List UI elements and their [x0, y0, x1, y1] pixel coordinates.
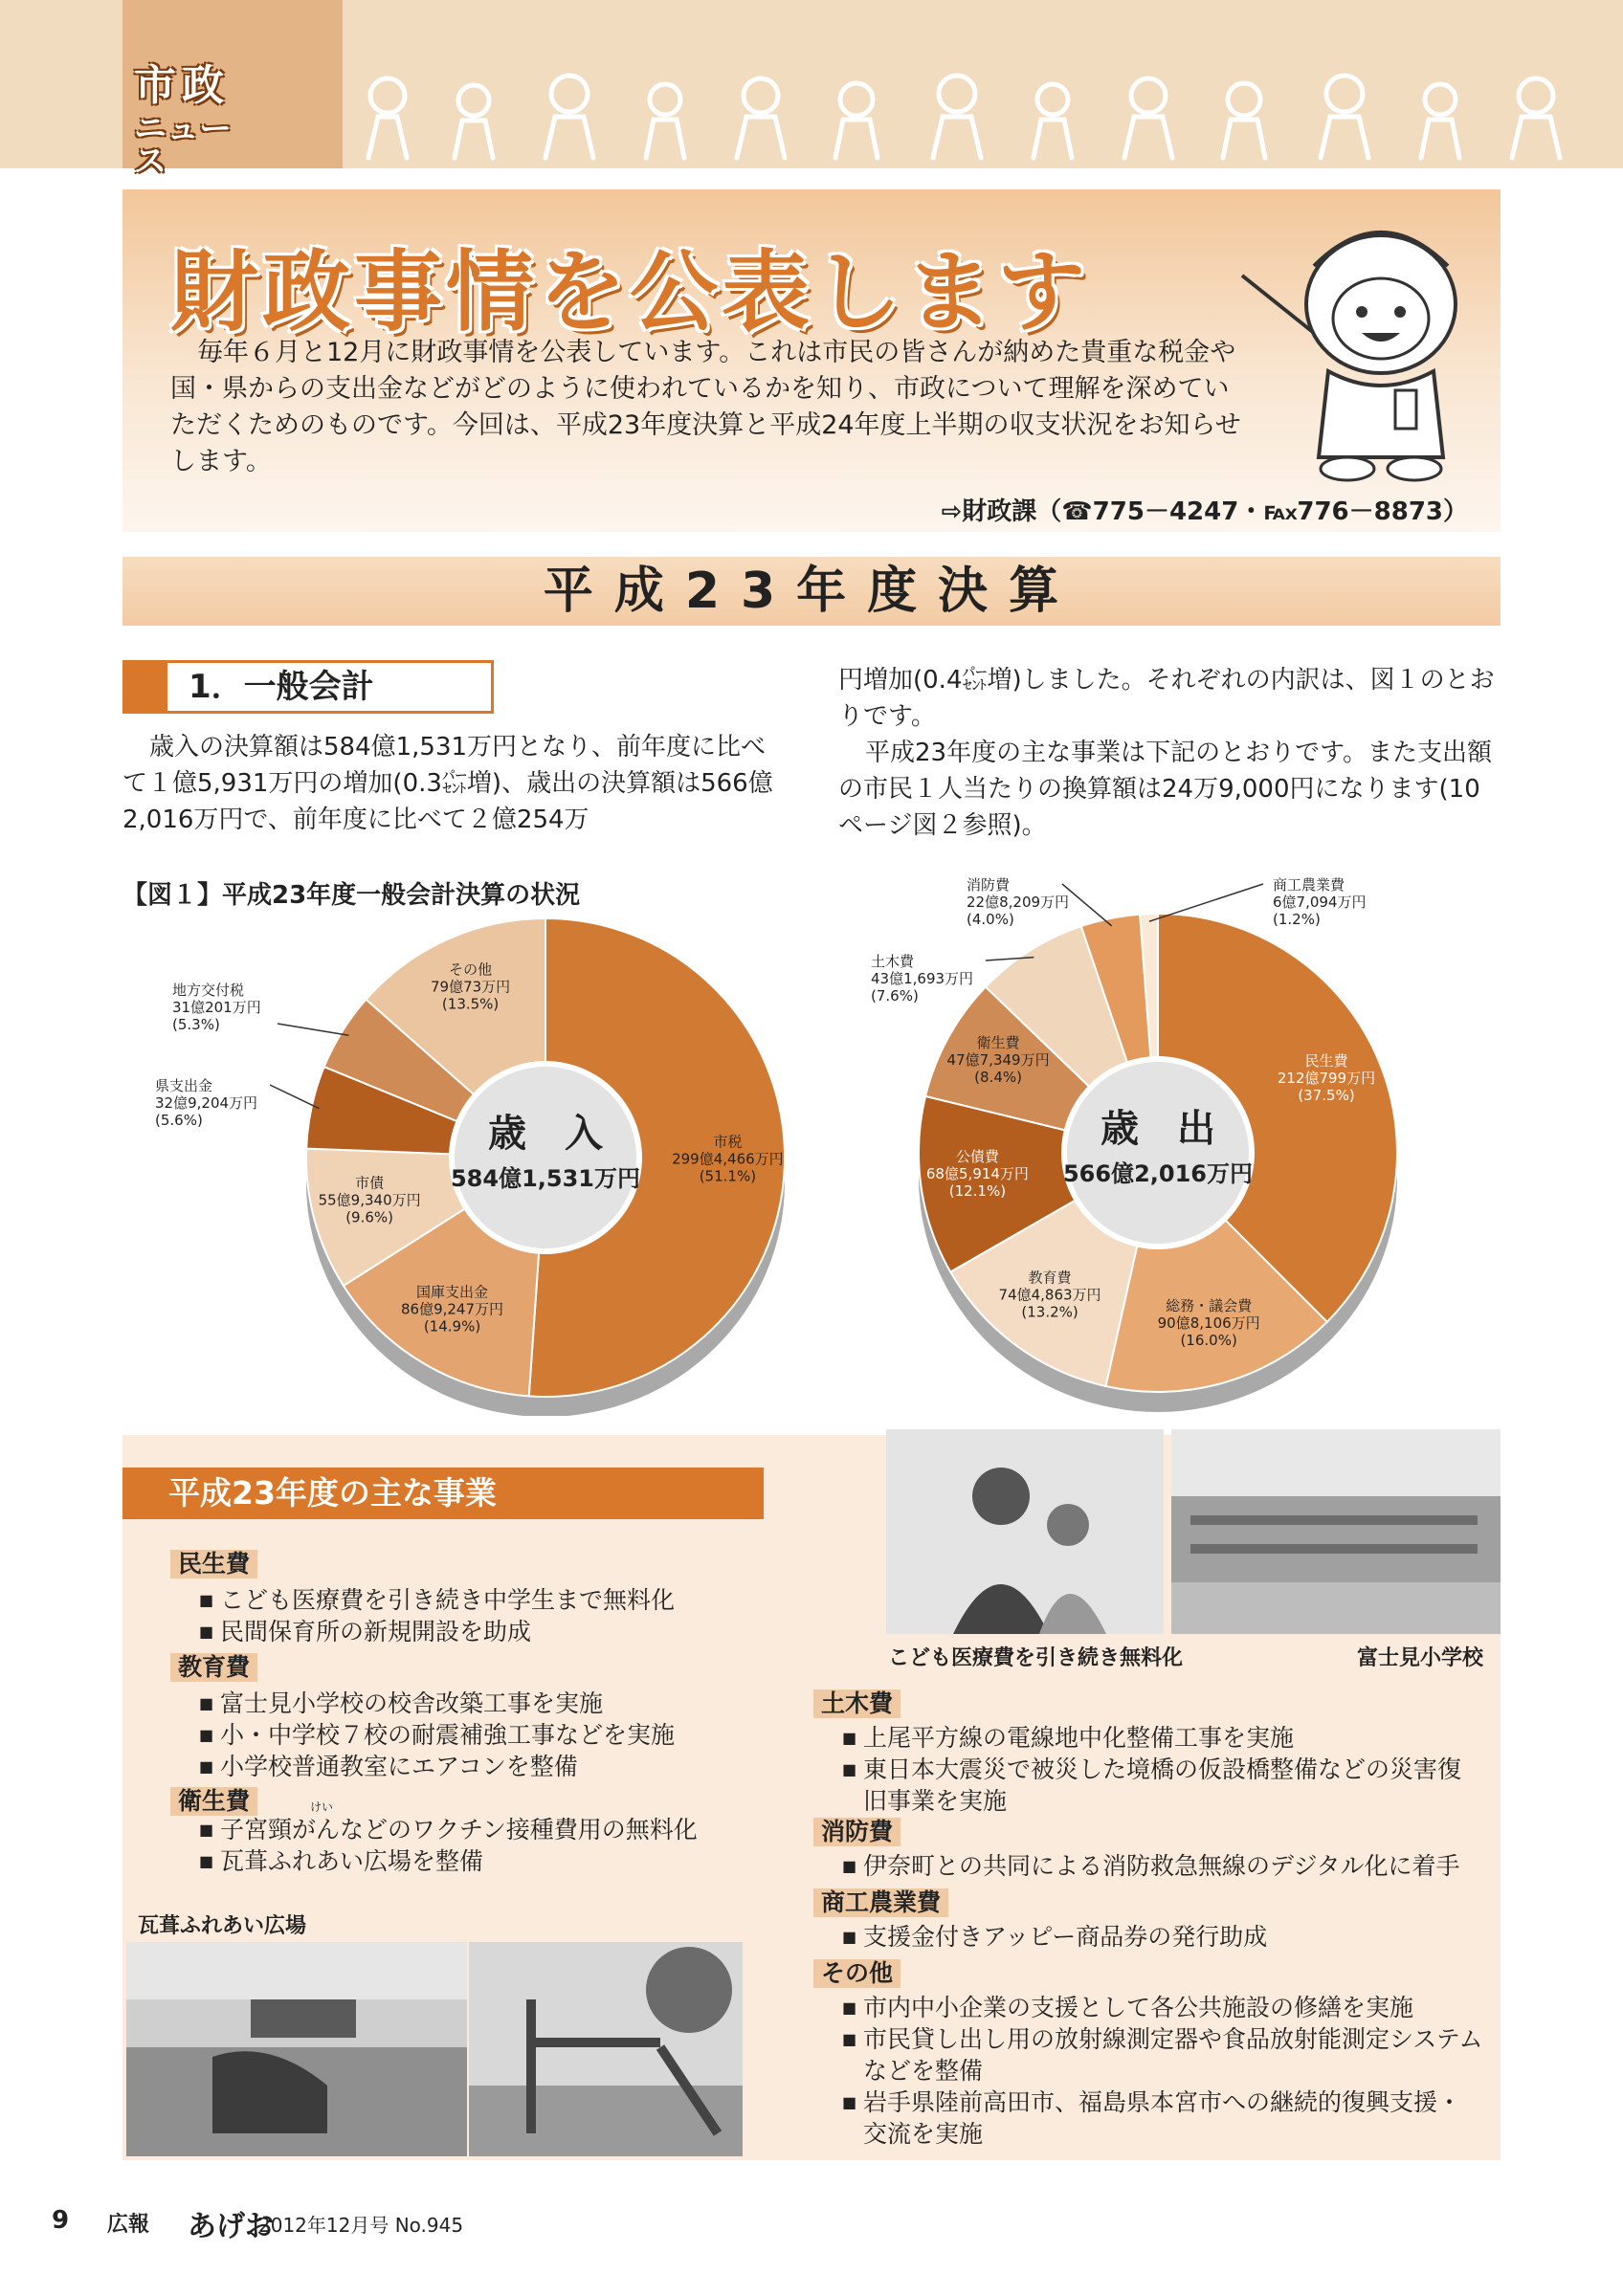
health-items [199, 1814, 773, 1877]
leader-line [278, 1024, 348, 1035]
slice-label: (12.1%) [948, 1181, 1007, 1200]
section-bar [122, 557, 1501, 626]
body-paragraph-right-1: 円増加(0.4㌫増)しました。それぞれの内訳は、図１のとおりです。 [838, 666, 1495, 731]
slice-label: 86億9,247万円 [400, 1300, 504, 1318]
list-item: ■ 支援金付きアッピー商品券の発行助成 [842, 1921, 1483, 1953]
slice-label: 68億5,914万円 [925, 1164, 1029, 1182]
list-item: ■ 富士見小学校の校舎改築工事を実施 [199, 1688, 773, 1719]
list-item: ■ 東日本大震災で被災した境橋の仮設橋整備などの災害復旧事業を実施 [842, 1754, 1483, 1817]
slice-label: 衛生費 [976, 1034, 1020, 1052]
leader-line [1062, 884, 1112, 926]
slice-label: (9.6%) [345, 1208, 394, 1226]
section-title: 平成23年度決算 [543, 563, 1080, 620]
projects-heading-text: 平成23年度の主な事業 [168, 1474, 497, 1512]
slice-label: 90億8,106万円 [1157, 1314, 1260, 1332]
slice-label: 県支出金 [155, 1077, 213, 1094]
slice-label: (13.5%) [441, 995, 500, 1013]
slice-label: 市税 [713, 1133, 743, 1151]
park-photo-2 [469, 1942, 743, 2156]
list-item: ■ 瓦葺ふれあい広場を整備 [199, 1845, 773, 1877]
slice-label: (5.3%) [172, 1016, 220, 1033]
photo-caption-school: 富士見小学校 [1357, 1646, 1484, 1670]
header-people-illustration [349, 67, 1584, 163]
photo-caption-children: こども医療費を引き続き無料化 [888, 1646, 1184, 1670]
slice-label: 79億73万円 [431, 978, 511, 996]
publication-label: 広報 [107, 2213, 150, 2237]
slice-label: 消防費 [967, 876, 1011, 894]
slice-label: 6億7,094万円 [1273, 894, 1367, 911]
school-photo [1171, 1429, 1501, 1634]
slice-label: 31億201万円 [172, 999, 261, 1016]
slice-label: 74億4,863万円 [998, 1286, 1101, 1304]
intro-paragraph: 毎年６月と12月に財政事情を公表しています。これは市民の皆さんが納めた貴重な税金や国・県からの支出金などがどのように使われているかを知り、市政について理解を深めていただくためのものです。今回は、平成23年度決算と平成24年度上半期の収支状況をお知らせします。 [170, 338, 1241, 476]
slice-label: (8.4%) [974, 1069, 1022, 1087]
slice-label: (7.6%) [871, 987, 919, 1004]
furigana: けい [310, 1800, 334, 1814]
contact-info: ⇨財政課（☎775－4247・℻776－8873） [941, 497, 1468, 526]
list-item: ■ こども医療費を引き続き中学生まで無料化 [199, 1584, 735, 1616]
slice-label: 32億9,204万円 [155, 1094, 258, 1112]
fire-items [842, 1850, 1483, 1882]
slice-label: 22億8,209万円 [967, 894, 1070, 911]
slice-label: 43億1,693万円 [871, 970, 974, 987]
education-items [199, 1688, 773, 1782]
category-welfare: 民生費 [170, 1550, 257, 1578]
commerce-items [842, 1921, 1483, 1953]
list-item: ■ 上尾平方線の電線地中化整備工事を実施 [842, 1722, 1483, 1754]
slice-label: 299億4,466万円 [672, 1150, 784, 1168]
slice-label: (5.6%) [155, 1112, 203, 1129]
publication-brand: あげお [188, 2210, 274, 2243]
chart-center-title: 歳 入 [488, 1112, 603, 1156]
section-label-line1: 市政 [134, 61, 230, 110]
header-band [0, 0, 1623, 181]
page-number: 9 [52, 2206, 70, 2235]
chart-center-total: 584億1,531万円 [450, 1165, 641, 1192]
park-photo-1 [126, 1942, 467, 2156]
slice-label: (1.2%) [1273, 911, 1321, 928]
donut-hole [1067, 1062, 1249, 1244]
issue-info: 2012年12月号 No.945 [258, 2214, 464, 2237]
sub-heading [122, 660, 494, 714]
slice-label: 民生費 [1304, 1052, 1348, 1071]
donut-hole [455, 1067, 636, 1248]
list-item: ■ 小・中学校７校の耐震補強工事などを実施 [199, 1719, 773, 1751]
slice-label: その他 [449, 960, 493, 979]
slice-label: 公債費 [955, 1147, 999, 1165]
slice-label: 212億799万円 [1277, 1070, 1376, 1088]
slice-label: 土木費 [871, 953, 915, 970]
civil-engineering-items [842, 1722, 1483, 1817]
list-item: ■ 市内中小企業の支援として各公共施設の修繕を実施 [842, 1992, 1483, 2023]
chart-center-title: 歳 出 [1101, 1107, 1215, 1151]
projects-heading [122, 1468, 764, 1519]
welfare-items [199, 1584, 735, 1647]
slice-label: (51.1%) [699, 1167, 757, 1185]
slice-label: 55億9,340万円 [318, 1191, 421, 1209]
list-item: ■ 伊奈町との共同による消防救急無線のデジタル化に着手 [842, 1850, 1483, 1882]
category-education: 教育費 [170, 1653, 257, 1682]
slice-label: 総務・議会費 [1166, 1296, 1253, 1314]
leader-line [1149, 884, 1263, 921]
slice-label: (4.0%) [967, 911, 1014, 928]
list-item: ■ 民間保育所の新規開設を助成 [199, 1616, 735, 1647]
slice-label: 国庫支出金 [416, 1283, 489, 1301]
category-fire: 消防費 [813, 1818, 900, 1846]
list-item: ■ 小学校普通教室にエアコンを整備 [199, 1751, 773, 1782]
figure-caption: 【図１】平成23年度一般会計決算の状況 [122, 881, 581, 910]
sub-heading-text: 1．一般会計 [189, 668, 374, 706]
list-item: ■ 市民貸し出し用の放射線測定器や食品放射能測定システムなどを整備 [842, 2023, 1483, 2086]
slice-label: 市債 [355, 1174, 385, 1192]
slice-label: (14.9%) [423, 1317, 481, 1336]
mascot-illustration [1223, 209, 1491, 486]
other-items [842, 1992, 1483, 2150]
slice-label: 教育費 [1028, 1269, 1072, 1287]
slice-label: 商工農業費 [1273, 876, 1345, 894]
slice-label: (13.2%) [1021, 1303, 1078, 1321]
projects-panel [122, 1435, 1501, 2160]
slice-label: 47億7,349万円 [946, 1051, 1050, 1070]
section-label-line2: ニュース [134, 110, 232, 181]
page-title: 財政事情を公表します [170, 241, 1090, 343]
revenue-pie-chart [134, 880, 823, 1416]
sub-heading-accent [125, 663, 167, 711]
slice-label: 地方交付税 [172, 982, 245, 999]
slice-label: (37.5%) [1298, 1087, 1355, 1105]
expenditure-pie-chart [842, 871, 1512, 1416]
chart-center-total: 566億2,016万円 [1062, 1160, 1254, 1187]
list-item: ■ 岩手県陸前高田市、福島県本宮市への継続的復興支援・交流を実施 [842, 2086, 1483, 2150]
category-health: 衛生費 [170, 1787, 257, 1816]
slice-label: (16.0%) [1180, 1331, 1237, 1349]
title-panel [122, 189, 1501, 532]
children-photo [886, 1429, 1164, 1634]
body-paragraph-right-2: 平成23年度の主な事業は下記のとおりです。また支出額の市民１人当たりの換算額は24万9,000円になります(10ページ図２参照)。 [838, 739, 1493, 840]
category-civil-engineering: 土木費 [813, 1689, 900, 1718]
leader-line [270, 1085, 320, 1109]
photo-caption-park: 瓦葺ふれあい広場 [138, 1914, 307, 1938]
list-item: ■ 子宮頸がんなどのワクチン接種費用の無料化 [199, 1814, 773, 1845]
category-commerce: 商工農業費 [813, 1888, 948, 1917]
body-paragraph-left: 歳入の決算額は584億1,531万円となり、前年度に比べて１億5,931万円の増加(0.3㌫増)、歳出の決算額は566億2,016万円で、前年度に比べて２億254万 [122, 733, 773, 834]
section-logo [134, 61, 254, 181]
category-other: その他 [813, 1959, 900, 1988]
